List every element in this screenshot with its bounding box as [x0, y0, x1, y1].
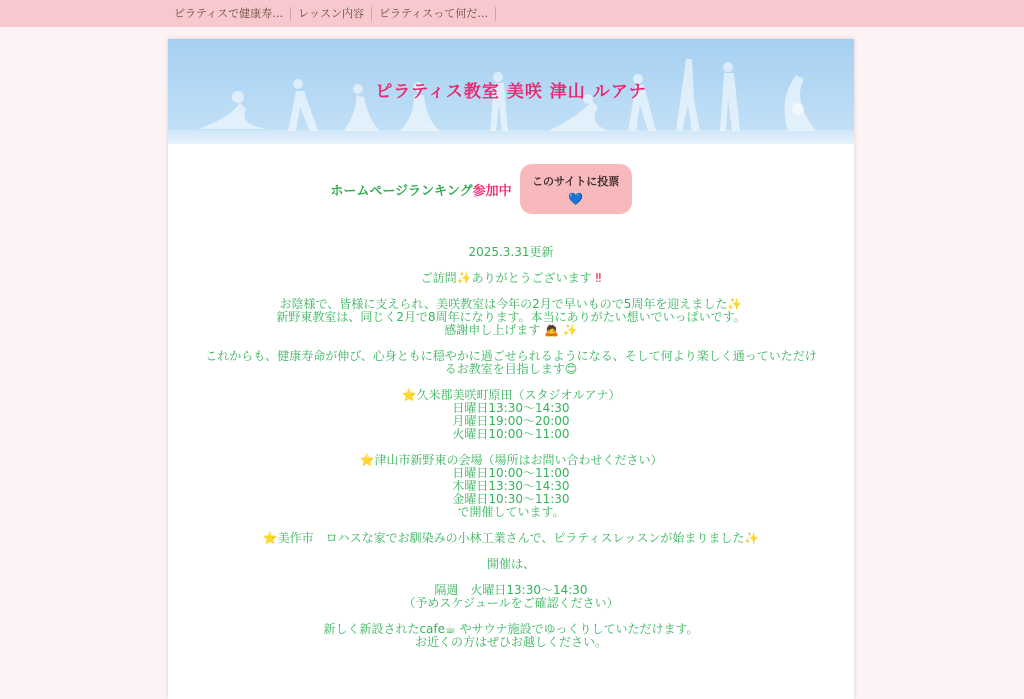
anniversary-line-1: お陰様で、皆様に支えられ、美咲教室は今年の2月で早いもので5周年を迎えました✨: [279, 297, 743, 311]
location-2-time: 木曜日13:30〜14:30: [452, 479, 570, 493]
announcement-content: [168, 246, 854, 662]
location-1-time: 月曜日19:00〜20:00: [452, 414, 570, 428]
cafe-line-2: お近くの方はぜひお越しください。: [414, 635, 607, 649]
location-1-time: 火曜日10:00〜11:00: [452, 427, 570, 441]
ranking-label[interactable]: ホームページランキング参加中: [330, 183, 512, 199]
location-2-time: 日曜日10:00〜11:00: [452, 466, 570, 480]
sparkles-icon: ✨: [727, 297, 743, 311]
sparkles-icon: ✨: [562, 323, 578, 337]
smile-icon: 😊: [564, 362, 578, 376]
anniversary-line-2: 新野東教室は、同じく2月で8周年になります。本当にありがたい想いでいっぱいです。: [276, 310, 746, 324]
main-container: [168, 39, 854, 699]
header-banner: [168, 39, 854, 144]
star-icon: ⭐: [401, 388, 417, 402]
location-1-title: ⭐久米郡美咲町原田（スタジオルアナ）: [401, 388, 621, 402]
coffee-icon: ☕: [445, 622, 456, 636]
nav-item-about-pilates[interactable]: ピラティスって何だ…: [372, 7, 496, 21]
location-3-title: ⭐美作市 ロハスな家でお馴染みの小林工業さんで、ピラティスレッスンが始まりました✨: [262, 531, 760, 545]
ranking-row: [168, 164, 854, 214]
location-2-time: 金曜日10:30〜11:30: [452, 492, 570, 506]
location-1-time: 日曜日13:30〜14:30: [452, 401, 570, 415]
vote-button-label: このサイトに投票: [532, 174, 620, 188]
goal-line-1: これからも、健康寿命が伸び、心身ともに穏やかに過ごせられるようになる、そして何より楽しく通っていただけ: [205, 349, 817, 363]
held-label: 開催は、: [486, 557, 535, 571]
sparkles-icon: ✨: [744, 531, 760, 545]
star-icon: ⭐: [262, 531, 278, 545]
held-time: 隔週 火曜日13:30〜14:30: [434, 583, 588, 597]
anniversary-line-3: 感謝申し上げます 🙇 ✨: [444, 323, 578, 337]
cafe-line-1: 新しく新設されたcafe☕ やサウナ施設でゆっくりしていただけます。: [323, 622, 699, 636]
location-2-note: で開催しています。: [457, 505, 565, 519]
greeting: ご訪問✨ありがとうございます ‼: [420, 271, 602, 285]
held-note: （予めスケジュールをご確認ください）: [403, 596, 619, 610]
heart-icon: 💙: [568, 191, 584, 206]
vote-button[interactable]: [520, 164, 632, 214]
site-title[interactable]: ピラティス教室 美咲 津山 ルアナ: [375, 82, 647, 102]
goal-line-2: るお教室を目指します😊: [444, 362, 578, 376]
exclamation-icon: ‼: [595, 271, 602, 285]
star-icon: ⭐: [359, 453, 375, 467]
location-2-title: ⭐津山市新野東の会場（場所はお問い合わせください）: [359, 453, 663, 467]
nav-item-health[interactable]: ピラティスで健康寿…: [168, 7, 291, 21]
updated-date: 2025.3.31更新: [468, 245, 554, 259]
sparkles-icon: ✨: [456, 271, 472, 285]
nav-item-lessons[interactable]: レッスン内容: [291, 7, 372, 21]
top-navigation: [0, 0, 1024, 27]
bowing-person-icon: 🙇: [544, 323, 559, 337]
